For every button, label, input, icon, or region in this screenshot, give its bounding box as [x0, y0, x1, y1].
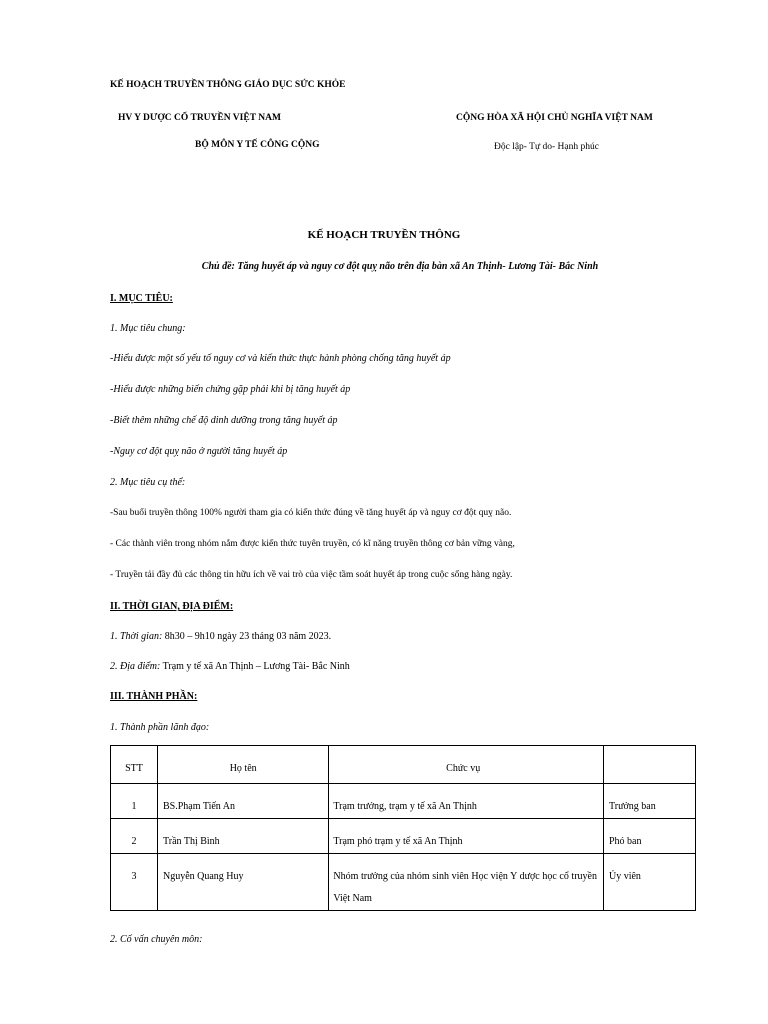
table-header-cell: Chức vụ — [329, 746, 604, 784]
national-motto: Độc lập- Tự do- Hạnh phúc — [494, 142, 599, 152]
general-objective-item: -Nguy cơ đột quỵ não ở người tăng huyết áp — [110, 446, 288, 457]
table-cell-position: Ủy viên — [603, 854, 695, 911]
place-value: Trạm y tế xã An Thịnh – Lương Tài- Bắc Ninh — [160, 661, 350, 672]
section-objectives-heading: I. MỤC TIÊU: — [110, 293, 173, 304]
subject-text: Tăng huyết áp và nguy cơ đột quỵ não trên địa bàn xã An Thịnh- Lương Tài- Bắc Ninh — [234, 261, 599, 272]
advisors-heading: 2. Cố vấn chuyên môn: — [110, 934, 203, 945]
table-row — [111, 784, 696, 819]
place-label: 2. Địa điểm: — [110, 661, 161, 672]
leaders-table — [110, 745, 696, 911]
table-cell-name: BS.Phạm Tiến An — [157, 784, 328, 819]
plan-subject — [0, 261, 768, 272]
time-line — [110, 631, 331, 642]
leaders-heading: 1. Thành phần lãnh đạo: — [110, 722, 210, 733]
org-name-department: BỘ MÔN Y TẾ CÔNG CỘNG — [195, 140, 320, 150]
table-cell-role: Trạm trưởng, trạm y tế xã An Thịnh — [329, 784, 604, 819]
time-value: 8h30 – 9h10 ngày 23 tháng 03 năm 2023. — [162, 631, 332, 642]
table-cell-role: Trạm phó trạm y tế xã An Thịnh — [329, 819, 604, 854]
specific-objective-heading: 2. Mục tiêu cụ thể: — [110, 477, 186, 488]
document-top-title: KẾ HOẠCH TRUYỀN THÔNG GIÁO DỤC SỨC KHỎE — [110, 80, 346, 90]
table-cell-role: Nhóm trưởng của nhóm sinh viên Học viện Y dược học cổ truyền Việt Nam — [329, 854, 604, 911]
table-row — [111, 819, 696, 854]
table-cell-stt: 3 — [111, 854, 158, 911]
table-header-row — [111, 746, 696, 784]
table-cell-stt: 1 — [111, 784, 158, 819]
time-label: 1. Thời gian: — [110, 631, 163, 642]
general-objective-item: -Biết thêm những chế độ dinh dưỡng trong tăng huyết áp — [110, 415, 338, 426]
general-objective-item: -Hiểu được một số yếu tố nguy cơ và kiến thức thực hành phòng chống tăng huyết áp — [110, 353, 451, 364]
place-line — [110, 661, 350, 672]
specific-objective-item: - Các thành viên trong nhóm nắm được kiến thức tuyên truyền, có kĩ năng truyền thông cơ bản vững vàng, — [110, 539, 515, 549]
section-time-place-heading: II. THỜI GIAN, ĐỊA ĐIỂM: — [110, 601, 234, 612]
table-cell-name: Nguyễn Quang Huy — [157, 854, 328, 911]
table-header-cell: STT — [111, 746, 158, 784]
subject-label: Chủ đề: — [201, 261, 235, 272]
table-cell-name: Trần Thị Bình — [157, 819, 328, 854]
table-cell-position: Phó ban — [603, 819, 695, 854]
table-cell-stt: 2 — [111, 819, 158, 854]
general-objective-heading: 1. Mục tiêu chung: — [110, 323, 186, 334]
specific-objective-item: -Sau buổi truyền thông 100% người tham gia có kiến thức đúng về tăng huyết áp và nguy cơ đột quỵ não. — [110, 508, 512, 518]
table-header-cell — [603, 746, 695, 784]
table-cell-position: Trưởng ban — [603, 784, 695, 819]
national-name: CỘNG HÒA XÃ HỘI CHỦ NGHĨA VIỆT NAM — [456, 113, 653, 123]
table-row — [111, 854, 696, 911]
table-header-cell: Họ tên — [157, 746, 328, 784]
general-objective-item: -Hiểu được những biến chứng gặp phải khi bị tăng huyết áp — [110, 384, 351, 395]
plan-title: KẾ HOẠCH TRUYỀN THÔNG — [307, 229, 461, 241]
org-name-academy: HV Y DƯỢC CỔ TRUYỀN VIỆT NAM — [118, 113, 281, 123]
specific-objective-item: - Truyền tải đầy đủ các thông tin hữu ích về vai trò của việc tầm soát huyết áp trong cuộc sống hàng ngày. — [110, 570, 513, 580]
section-members-heading: III. THÀNH PHẦN: — [110, 691, 198, 702]
